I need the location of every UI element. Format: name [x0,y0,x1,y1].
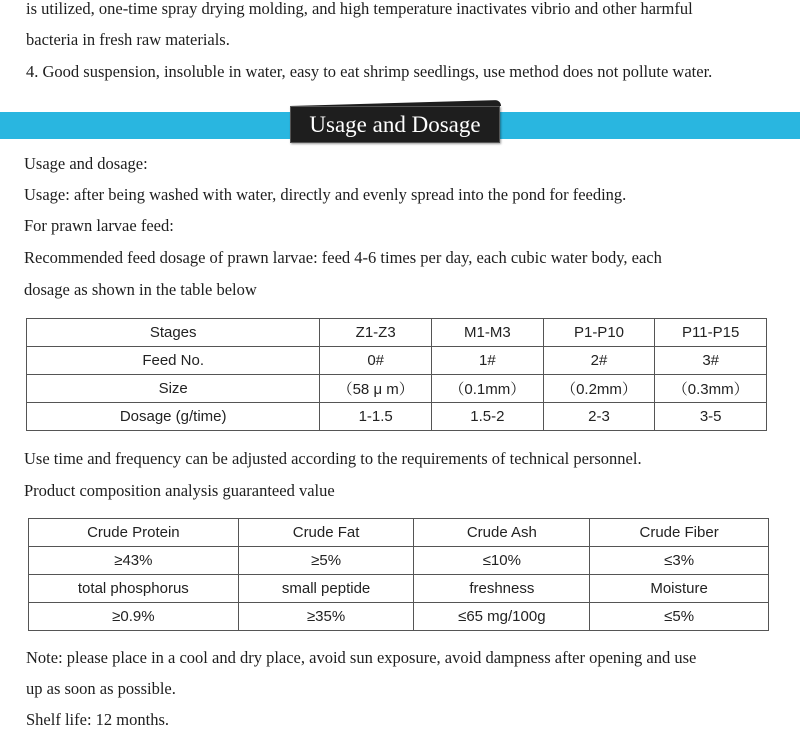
stages-table [26,318,767,431]
table-cell: 1# [432,347,544,375]
table-row [29,575,769,603]
table-cell: Crude Fiber [590,519,769,547]
middle-line-2: Product composition analysis guaranteed value [24,481,335,500]
table-cell: 2# [543,347,655,375]
section-title: Usage and Dosage [290,106,500,143]
table-cell: 1.5-2 [432,403,544,431]
table-cell: Crude Protein [29,519,239,547]
table-row [29,519,769,547]
table-cell: Stages [27,319,320,347]
table-cell: ≤3% [590,547,769,575]
table-cell: 1-1.5 [320,403,432,431]
table-cell: small peptide [238,575,414,603]
table-cell: Crude Ash [414,519,590,547]
table-cell: ≥43% [29,547,239,575]
table-cell: Size [27,375,320,403]
table-cell: P11-P15 [655,319,767,347]
table-cell: （0.3mm） [655,375,767,403]
table-row [27,375,767,403]
table-cell: Dosage (g/time) [27,403,320,431]
table-cell: total phosphorus [29,575,239,603]
usage-line-2: Usage: after being washed with water, directly and evenly spread into the pond for feeding. [24,185,627,204]
usage-line-1: Usage and dosage: [24,154,148,173]
usage-line-5: dosage as shown in the table below [24,280,257,299]
intro-line-3: 4. Good suspension, insoluble in water, easy to eat shrimp seedlings, use method does not pollute water. [26,62,713,81]
table-cell: （0.1mm） [432,375,544,403]
table-row [27,347,767,375]
table-cell: P1-P10 [543,319,655,347]
table-cell: ≤10% [414,547,590,575]
table-cell: ≥5% [238,547,414,575]
table-cell: freshness [414,575,590,603]
table-cell: （58 μ m） [320,375,432,403]
analysis-table [28,518,769,631]
usage-line-3: For prawn larvae feed: [24,216,174,235]
table-cell: ≤65 mg/100g [414,603,590,631]
note-line-2: up as soon as possible. [26,679,176,698]
usage-line-4: Recommended feed dosage of prawn larvae: feed 4-6 times per day, each cubic water body, each [24,248,662,267]
table-cell: 3-5 [655,403,767,431]
intro-line-1: is utilized, one-time spray drying molding, and high temperature inactivates vibrio and other harmful [26,0,693,18]
table-cell: ≥35% [238,603,414,631]
table-row [27,403,767,431]
intro-line-2: bacteria in fresh raw materials. [26,30,230,49]
table-cell: Z1-Z3 [320,319,432,347]
table-cell: M1-M3 [432,319,544,347]
note-line-1: Note: please place in a cool and dry place, avoid sun exposure, avoid dampness after opening and use [26,648,697,667]
table-cell: ≤5% [590,603,769,631]
note-line-3: Shelf life: 12 months. [26,710,169,729]
table-cell: 3# [655,347,767,375]
table-cell: Crude Fat [238,519,414,547]
middle-line-1: Use time and frequency can be adjusted according to the requirements of technical personnel. [24,449,642,468]
table-row [29,547,769,575]
table-cell: ≥0.9% [29,603,239,631]
table-row [27,319,767,347]
table-cell: 0# [320,347,432,375]
table-cell: （0.2mm） [543,375,655,403]
table-cell: Moisture [590,575,769,603]
table-cell: 2-3 [543,403,655,431]
table-row [29,603,769,631]
table-cell: Feed No. [27,347,320,375]
